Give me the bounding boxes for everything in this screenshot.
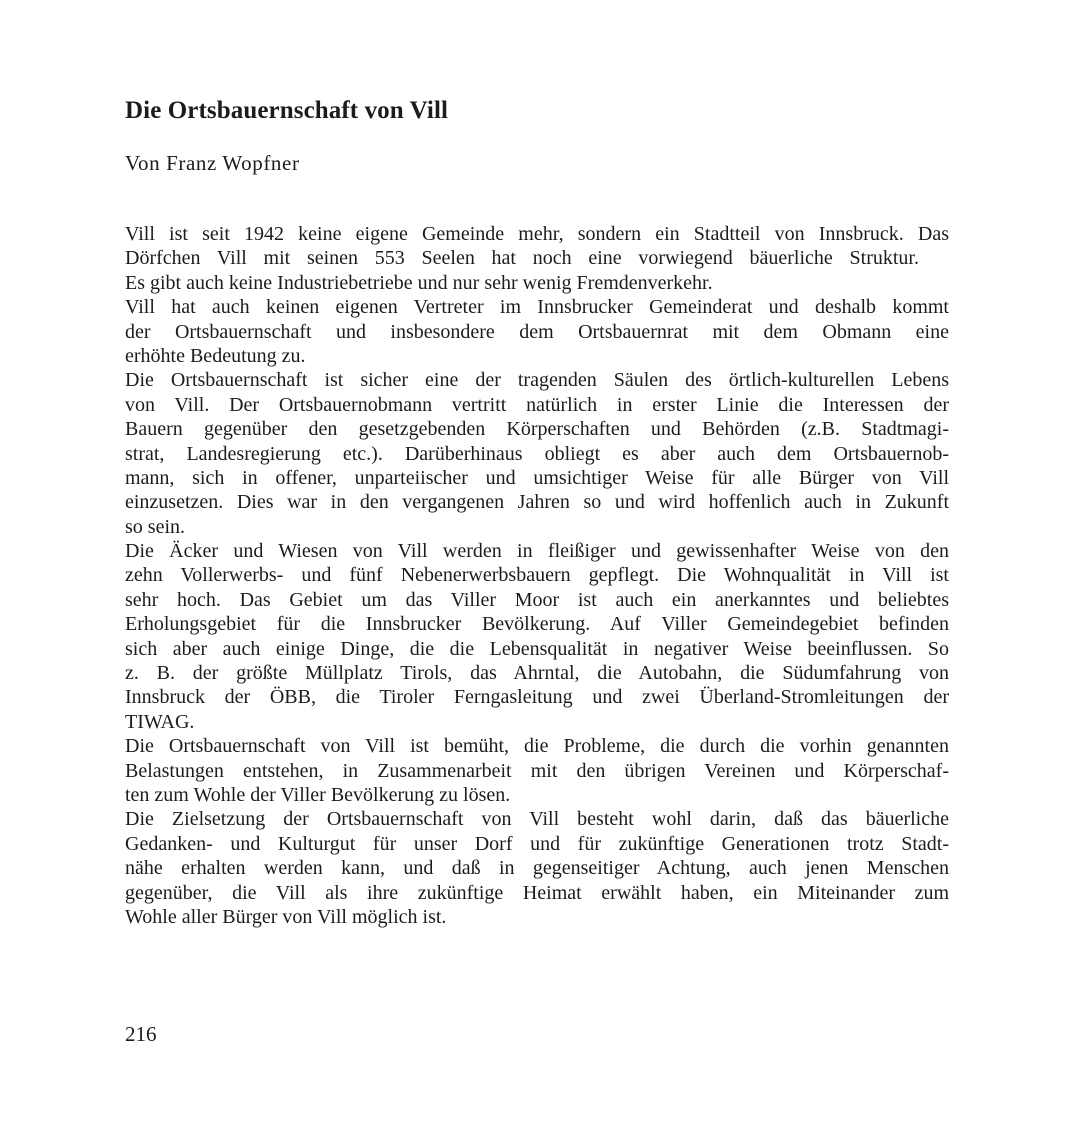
body-line: sich aber auch einige Dinge, die die Lebensqualität in negativer Weise beeinflussen. So xyxy=(125,637,949,660)
body-line: Gedanken- und Kulturgut für unser Dorf und für zukünftige Generationen trotz Stadt- xyxy=(125,832,949,855)
body-line: erhöhte Bedeutung zu. xyxy=(125,344,306,367)
body-line: der Ortsbauernschaft und insbesondere dem Ortsbauernrat mit dem Obmann eine xyxy=(125,320,949,343)
body-line: Die Ortsbauernschaft von Vill ist bemüht, die Probleme, die durch die vorhin genannten xyxy=(125,735,949,758)
article-body xyxy=(125,222,949,929)
article-title: Die Ortsbauernschaft von Vill xyxy=(125,97,449,124)
body-line: gegenüber, die Vill als ihre zukünftige Heimat erwählt haben, ein Miteinander zum xyxy=(125,881,949,904)
body-line: z. B. der größte Müllplatz Tirols, das Ahrntal, die Autobahn, die Südumfahrung von xyxy=(125,662,949,685)
page-number: 216 xyxy=(125,1022,157,1046)
body-line: sehr hoch. Das Gebiet um das Viller Moor ist auch ein anerkanntes und beliebtes xyxy=(125,588,949,611)
body-line: strat, Landesregierung etc.). Darüberhinaus obliegt es aber auch dem Ortsbauernob- xyxy=(125,442,949,465)
body-line: Dörfchen Vill mit seinen 553 Seelen hat noch eine vorwiegend bäuerliche Struktur. xyxy=(125,247,919,270)
article-author: Von Franz Wopfner xyxy=(125,151,300,175)
body-line: Es gibt auch keine Industriebetriebe und nur sehr wenig Fremdenverkehr. xyxy=(125,271,713,294)
body-line: von Vill. Der Ortsbauernobmann vertritt natürlich in erster Linie die Interessen der xyxy=(125,393,949,416)
body-line: mann, sich in offener, unparteiischer und umsichtiger Weise für alle Bürger von Vill xyxy=(125,466,949,489)
body-line: Vill hat auch keinen eigenen Vertreter im Innsbrucker Gemeinderat und deshalb kommt xyxy=(125,296,949,319)
body-line: Wohle aller Bürger von Vill möglich ist. xyxy=(125,905,447,928)
body-line: ten zum Wohle der Viller Bevölkerung zu lösen. xyxy=(125,783,511,806)
body-line: einzusetzen. Dies war in den vergangenen Jahren so und wird hoffenlich auch in Zukunft xyxy=(125,491,949,514)
body-line: zehn Vollerwerbs- und fünf Nebenerwerbsbauern gepflegt. Die Wohnqualität in Vill ist xyxy=(125,564,949,587)
body-line: Die Ortsbauernschaft ist sicher eine der tragenden Säulen des örtlich-kulturellen Lebens xyxy=(125,369,949,392)
body-line: nähe erhalten werden kann, und daß in gegenseitiger Achtung, auch jenen Menschen xyxy=(125,857,949,880)
body-line: Die Äcker und Wiesen von Vill werden in fleißiger und gewissenhafter Weise von den xyxy=(125,540,949,563)
body-line: Vill ist seit 1942 keine eigene Gemeinde mehr, sondern ein Stadtteil von Innsbruck. Das xyxy=(125,223,949,245)
body-line: Erholungsgebiet für die Innsbrucker Bevölkerung. Auf Viller Gemeindegebiet befinden xyxy=(125,613,949,636)
body-line: Bauern gegenüber den gesetzgebenden Körperschaften und Behörden (z.B. Stadtmagi- xyxy=(125,418,949,441)
body-line: Die Zielsetzung der Ortsbauernschaft von Vill besteht wohl darin, daß das bäuerliche xyxy=(125,808,949,831)
body-line: TIWAG. xyxy=(125,710,195,733)
body-line: so sein. xyxy=(125,515,185,538)
body-line: Belastungen entstehen, in Zusammenarbeit mit den übrigen Vereinen und Körperschaf- xyxy=(125,759,949,782)
body-line: Innsbruck der ÖBB, die Tiroler Ferngasleitung und zwei Überland-Stromleitungen der xyxy=(125,686,949,709)
